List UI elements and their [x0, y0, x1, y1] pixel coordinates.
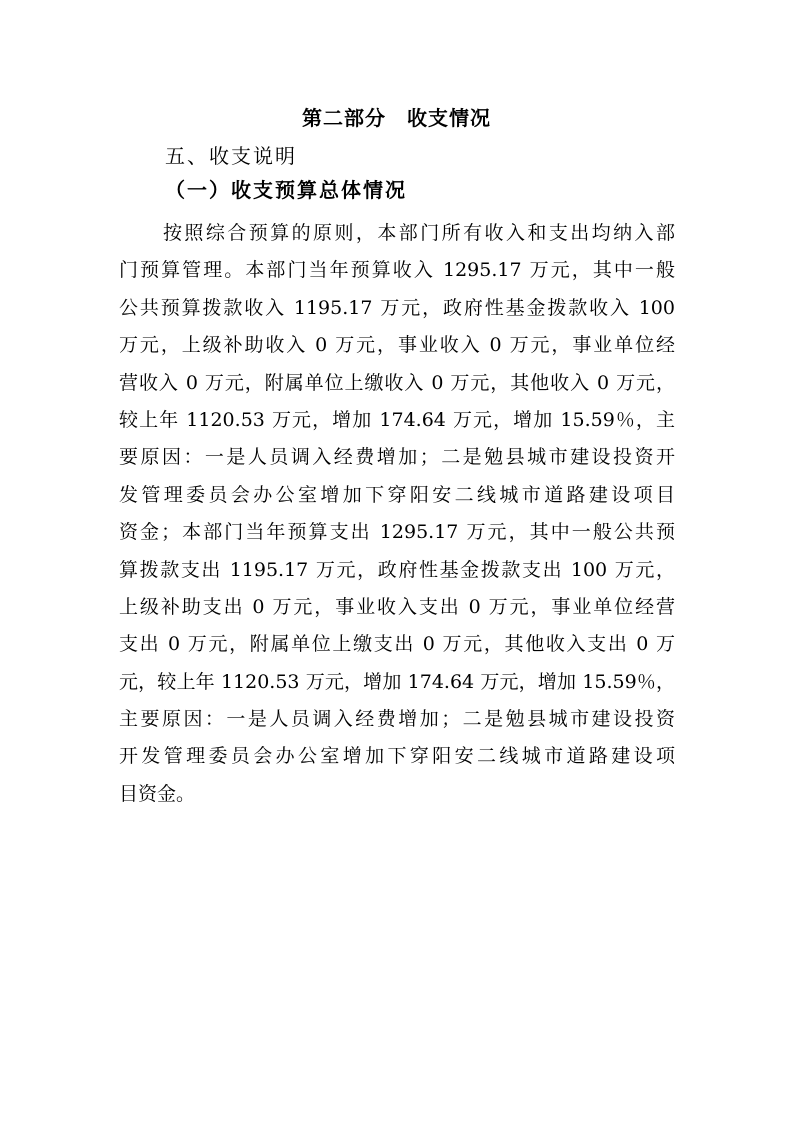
- subsection-heading: （一）收支预算总体情况: [165, 178, 407, 202]
- paragraph-line: 上级补助支出 0 万元，事业收入支出 0 万元，事业单位经营: [119, 595, 675, 618]
- paragraph-line: 目资金。: [119, 782, 196, 805]
- paragraph-line: 资金；本部门当年预算支出 1295.17 万元，其中一般公共预: [119, 521, 675, 544]
- paragraph-line: 发管理委员会办公室增加下穿阳安二线城市道路建设项目: [119, 483, 675, 506]
- part-title: 第二部分 收支情况: [302, 106, 491, 130]
- paragraph-line: 主要原因：一是人员调入经费增加；二是勉县城市建设投资: [119, 708, 675, 731]
- paragraph-line: 要原因：一是人员调入经费增加；二是勉县城市建设投资开: [119, 446, 675, 469]
- paragraph-line: 支出 0 万元，附属单位上缴支出 0 万元，其他收入支出 0 万: [119, 633, 675, 656]
- paragraph-line: 较上年 1120.53 万元，增加 174.64 万元，增加 15.59％，主: [119, 408, 675, 431]
- paragraph-line: 营收入 0 万元，附属单位上缴收入 0 万元，其他收入 0 万元，: [119, 371, 675, 394]
- paragraph-line: 万元，上级补助收入 0 万元，事业收入 0 万元，事业单位经: [119, 334, 675, 357]
- body-paragraph: [119, 215, 679, 813]
- paragraph-line: 公共预算拨款收入 1195.17 万元，政府性基金拨款收入 100: [119, 296, 675, 319]
- paragraph-line: 按照综合预算的原则，本部门所有收入和支出均纳入部: [163, 222, 675, 244]
- paragraph-line: 门预算管理。本部门当年预算收入 1295.17 万元，其中一般: [119, 259, 675, 282]
- paragraph-line: 开发管理委员会办公室增加下穿阳安二线城市道路建设项: [119, 745, 675, 768]
- paragraph-line: 算拨款支出 1195.17 万元，政府性基金拨款支出 100 万元，: [119, 558, 675, 581]
- paragraph-line: 元，较上年 1120.53 万元，增加 174.64 万元，增加 15.59％，: [119, 670, 675, 693]
- section-heading: 五、收支说明: [165, 144, 297, 168]
